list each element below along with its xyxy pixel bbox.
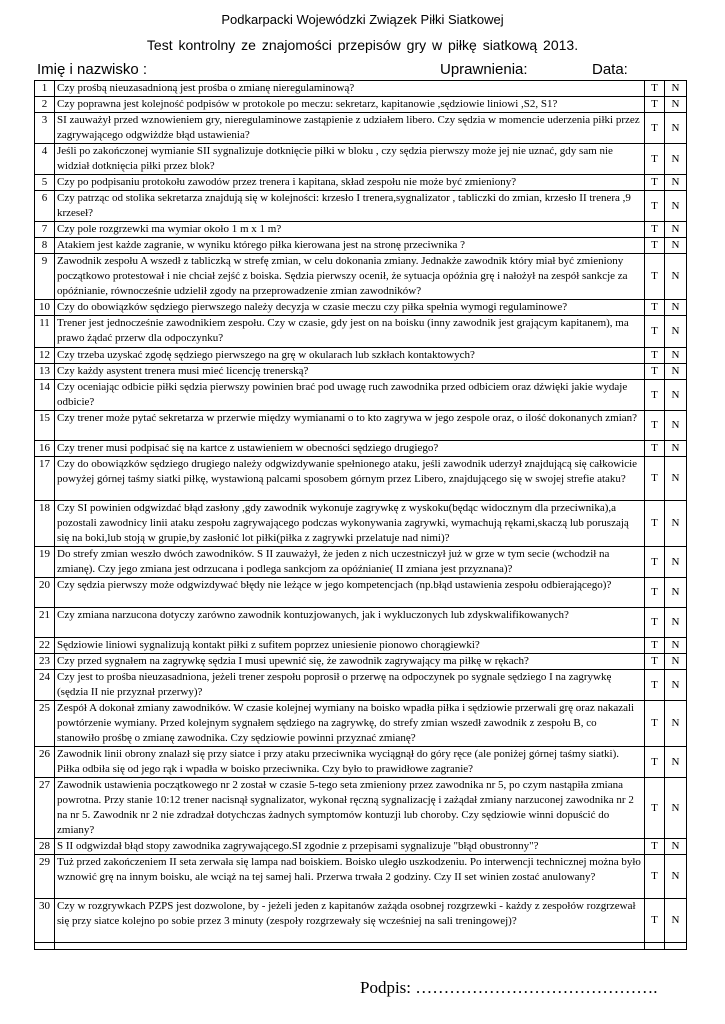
answer-true-option[interactable]: T [645,175,665,191]
answer-true-option[interactable]: T [645,654,665,670]
question-number: 8 [35,238,55,254]
question-row [35,578,687,608]
question-number: 14 [35,380,55,411]
answer-false-option[interactable]: N [665,778,687,839]
question-number: 27 [35,778,55,839]
question-number: 5 [35,175,55,191]
question-number: 23 [35,654,55,670]
question-row [35,144,687,175]
question-text: Czy przed sygnałem na zagrywkę sędzia I musi upewnić się, że zawodnik zagrywający ma piłkę w rękach? [55,654,645,670]
question-row [35,501,687,547]
answer-false-option[interactable]: N [665,191,687,222]
question-text: Czy pole rozgrzewki ma wymiar około 1 m x 1 m? [55,222,645,238]
question-number: 17 [35,457,55,501]
question-text: Czy każdy asystent trenera musi mieć licencję trenerską? [55,364,645,380]
question-text: Czy jest to prośba nieuzasadniona, jeżeli trener zespołu poprosił o przerwę na odpoczynek po sygnale sędziego I na zagrywkę (sędzia II nie przyznał przerwy)? [55,670,645,701]
question-number: 30 [35,899,55,943]
answer-true-option[interactable]: T [645,547,665,578]
question-number: 25 [35,701,55,747]
rights-label: Uprawnienia: [440,61,528,78]
answer-true-option[interactable]: T [645,238,665,254]
question-text: Zawodnik zespołu A wszedł z tabliczką w strefę zmian, w celu dokonania zmiany. Jednakże zawodnik który miał być zmieniony początkowo protestował i nie chciał zejść z boiska. Sędzia pierwszy ocenił, że sytuacja opóźnia grę i nałożył na zespół sankcje za opóźnianie, równocześnie udzielił zgody na przeprowadzenie zmian zawodników? [55,254,645,300]
question-number: 3 [35,113,55,144]
question-row [35,457,687,501]
question-text: Czy patrząc od stolika sekretarza znajdują się w kolejności: krzesło I trenera,sygnalizator , tabliczki do zmian, krzesło II trenera ,9 krzeseł? [55,191,645,222]
answer-false-option[interactable]: N [665,747,687,778]
answer-true-option[interactable]: T [645,670,665,701]
question-text: Czy trener musi podpisać się na kartce z ustawieniem w obecności sędziego drugiego? [55,441,645,457]
answer-true-option[interactable]: T [645,638,665,654]
answer-true-option[interactable]: T [645,380,665,411]
answer-false-option[interactable]: N [665,364,687,380]
answer-true-option[interactable]: T [645,316,665,348]
question-text: Czy do obowiązków sędziego drugiego należy odgwizdywanie spełnionego ataku, jeśli zawodnik uderzył znajdującą się całkowicie powyżej górnej taśmy siatki piłkę, wystawioną palcami sposobem górnym przez Libero, znajdującego się w swojej strefie ataku? [55,457,645,501]
question-text: Czy oceniając odbicie piłki sędzia pierwszy powinien brać pod uwagę ruch zawodnika przed odbiciem oraz dźwięki jakie wydaje odbicie? [55,380,645,411]
answer-true-option[interactable]: T [645,97,665,113]
question-number: 7 [35,222,55,238]
question-text: Czy zmiana narzucona dotyczy zarówno zawodnik kontuzjowanych, jak i wykluczonych lub zdyskwalifikowanych? [55,608,645,638]
question-text: Zespół A dokonał zmiany zawodników. W czasie kolejnej wymiany na boisko wpadła piłka i sędziowie przerwali grę oraz nakazali powtórzenie wymiany. Przed kolejnym sygnałem sędziego na zagrywkę, do strefy zmian wszedł zawodnik z zespołu B, co stanowiło prośbę o zmianę zawodnika. Czy sędziowie powinni przyznać zmianę? [55,701,645,747]
question-row [35,778,687,839]
question-text: Czy po podpisaniu protokołu zawodów przez trenera i kapitana, skład zespołu nie może być zmieniony? [55,175,645,191]
answer-true-option[interactable]: T [645,899,665,943]
answer-false-option[interactable]: N [665,175,687,191]
question-number: 13 [35,364,55,380]
answer-false-option[interactable]: N [665,501,687,547]
question-row [35,113,687,144]
answer-true-option[interactable]: T [645,411,665,441]
question-number: 29 [35,855,55,899]
answer-true-option[interactable]: T [645,81,665,97]
question-text: Tuż przed zakończeniem II seta zerwała się lampa nad boiskiem. Boisko uległo uszkodzeniu. Po interwencji technicznej można było wznowić grę na innym boisku, ale wciąż na tej samej hali. Przerwa trwała 2 godziny. Czy II set winien zostać anulowany? [55,855,645,899]
answer-false-option[interactable]: N [665,670,687,701]
question-row [35,855,687,899]
question-row [35,238,687,254]
question-number: 12 [35,348,55,364]
answer-false-option[interactable]: N [665,578,687,608]
question-text: Do strefy zmian weszło dwóch zawodników. S II zauważył, że jeden z nich uczestniczył już w grze w tym secie (wchodził na zmianę). Czy jego zmiana jest odrzucana i podlega sankcjom za opóźnianie( II zmiana jest przyznana)? [55,547,645,578]
question-row [35,747,687,778]
question-row [35,316,687,348]
question-row [35,701,687,747]
question-text: Sędziowie liniowi sygnalizują kontakt piłki z sufitem poprzez uniesienie pionowo chorągiewki? [55,638,645,654]
name-label: Imię i nazwisko : [37,61,148,78]
answer-false-option[interactable]: N [665,411,687,441]
answer-false-option[interactable]: N [665,701,687,747]
question-number: 1 [35,81,55,97]
question-text: SI zauważył przed wznowieniem gry, nieregulaminowe zastąpienie z udziałem libero. Czy sędzia w momencie uderzenia piłki przez zagrywającego odgwiżdże błąd ustawienia? [55,113,645,144]
answer-false-option[interactable]: N [665,316,687,348]
answer-true-option[interactable]: T [645,578,665,608]
question-number: 18 [35,501,55,547]
answer-false-option[interactable]: N [665,81,687,97]
question-row [35,670,687,701]
question-text: Czy poprawna jest kolejność podpisów w protokole po meczu: sekretarz, kapitanowie ,sędziowie liniowi ,S2, S1? [55,97,645,113]
question-number: 26 [35,747,55,778]
answer-false-option[interactable]: N [665,608,687,638]
answer-true-option[interactable]: T [645,254,665,300]
question-row [35,191,687,222]
answer-false-option[interactable]: N [665,222,687,238]
answer-false-option[interactable]: N [665,547,687,578]
question-row [35,348,687,364]
answer-false-option[interactable]: N [665,839,687,855]
answer-false-option[interactable]: N [665,638,687,654]
empty-cell [55,943,645,950]
question-row [35,547,687,578]
question-number: 22 [35,638,55,654]
signature-label: Podpis: [360,978,412,997]
answer-true-option[interactable]: T [645,348,665,364]
question-number: 11 [35,316,55,348]
question-text: S II odgwizdał błąd stopy zawodnika zagrywającego.SI zgodnie z przepisami sygnalizuje "błąd obustronny"? [55,839,645,855]
question-text: Czy trzeba uzyskać zgodę sędziego pierwszego na grę w okularach lub szkłach kontaktowych? [55,348,645,364]
question-text: Zawodnik linii obrony znalazł się przy siatce i przy ataku przeciwnika wyciągnął do góry ręce (ale poniżej górnej taśmy siatki). Piłka odbiła się od jego rąk i wpadła w boisko przeciwnika. Czy było to prawidłowe zagranie? [55,747,645,778]
answer-false-option[interactable]: N [665,113,687,144]
answer-false-option[interactable]: N [665,300,687,316]
answer-false-option[interactable]: N [665,855,687,899]
question-row [35,175,687,191]
answer-true-option[interactable]: T [645,701,665,747]
question-row [35,899,687,943]
answer-true-option[interactable]: T [645,778,665,839]
question-text: Czy trener może pytać sekretarza w przerwie między wymianami o to kto zagrywa w jego zespole oraz, o ilość dokonanych zmian? [55,411,645,441]
answer-true-option[interactable]: T [645,144,665,175]
answer-false-option[interactable]: N [665,380,687,411]
question-number: 10 [35,300,55,316]
answer-false-option[interactable]: N [665,899,687,943]
question-number: 16 [35,441,55,457]
question-text: Czy SI powinien odgwizdać błąd zasłony ,gdy zawodnik wykonuje zagrywkę z wyskoku(będąc widocznym dla przeciwnika),a pozostali zawodnicy linii ataku zespołu zagrywającego podczas wykonywania zagrywki, wymachują rękami,skaczą lub poruszają się na boki,lub stoją w grupie,by zasłonić lot piłki(piłka z zagrywki przelatuje nad nimi)? [55,501,645,547]
question-number: 21 [35,608,55,638]
answer-false-option[interactable]: N [665,348,687,364]
question-row [35,638,687,654]
question-row [35,97,687,113]
question-number: 20 [35,578,55,608]
question-text: Zawodnik ustawienia początkowego nr 2 został w czasie 5-tego seta zmieniony przez zawodnika nr 5, po czym nastąpiła zmiana powrotna. Przy stanie 10:12 trener nacisnął sygnalizator, wykonał ręczną sygnalizację i zażądał zmiany narzuconej zawodnika nr 2 na nr 5. Zawodnik nr 2 nie zdradzał dotychczas żadnych symptomów kontuzji lub choroby. Czy sędziowie winni dopuścić do zmiany? [55,778,645,839]
answer-true-option[interactable]: T [645,222,665,238]
answer-false-option[interactable]: N [665,457,687,501]
question-text: Trener jest jednocześnie zawodnikiem zespołu. Czy w czasie, gdy jest on na boisku (inny zawodnik jest grającym kapitanem), ma prawo żądać przerw dla odpoczynku? [55,316,645,348]
empty-cell [665,943,687,950]
answer-false-option[interactable]: N [665,441,687,457]
question-row [35,254,687,300]
question-number: 15 [35,411,55,441]
question-number: 2 [35,97,55,113]
answer-true-option[interactable]: T [645,747,665,778]
question-number: 19 [35,547,55,578]
answer-true-option[interactable]: T [645,364,665,380]
answer-true-option[interactable]: T [645,457,665,501]
question-text: Czy sędzia pierwszy może odgwizdywać błędy nie leżące w jego kompetencjach (np.błąd ustawienia zespołu odbierającego)? [55,578,645,608]
question-row [35,380,687,411]
question-row [35,608,687,638]
answer-false-option[interactable]: N [665,97,687,113]
signature-dots: ……………………………………. [415,978,658,997]
question-text: Czy w rozgrywkach PZPS jest dozwolone, by - jeżeli jeden z kapitanów zażąda osobnej rozgrzewki - każdy z zespołów rozgrzewał się przy siatce kolejno po sobie przez 3 minuty (zespoły rozgrzewały się wcześniej na sali treningowej)? [55,899,645,943]
question-row [35,81,687,97]
question-row [35,300,687,316]
question-row [35,411,687,441]
answer-false-option[interactable]: N [665,254,687,300]
question-row [35,222,687,238]
date-label: Data: [592,61,628,78]
question-number: 6 [35,191,55,222]
question-text: Czy prośbą nieuzasadnioną jest prośba o zmianę nieregulaminową? [55,81,645,97]
question-text: Atakiem jest każde zagranie, w wyniku którego piłka kierowana jest na stronę przeciwnika ? [55,238,645,254]
answer-true-option[interactable]: T [645,839,665,855]
question-number: 4 [35,144,55,175]
question-row [35,364,687,380]
question-text: Czy do obowiązków sędziego pierwszego należy decyzja w czasie meczu czy piłka spełnia wymogi regulaminowe? [55,300,645,316]
answer-true-option[interactable]: T [645,191,665,222]
answer-false-option[interactable]: N [665,238,687,254]
question-text: Jeśli po zakończonej wymianie SII sygnalizuje dotknięcie piłki w bloku , czy sędzia pierwszy może jej nie uznać, gdy sam nie widział dotknięcia piłki przez blok? [55,144,645,175]
answer-true-option[interactable]: T [645,113,665,144]
empty-row [35,943,687,950]
question-number: 24 [35,670,55,701]
answer-true-option[interactable]: T [645,501,665,547]
signature-line [360,978,658,998]
question-row [35,654,687,670]
organization-name: Podkarpacki Wojewódzki Związek Piłki Siatkowej [221,12,504,27]
answer-true-option[interactable]: T [645,441,665,457]
question-number: 9 [35,254,55,300]
answer-false-option[interactable]: N [665,654,687,670]
answer-false-option[interactable]: N [665,144,687,175]
answer-true-option[interactable]: T [645,855,665,899]
question-row [35,839,687,855]
questions-table [34,80,687,950]
question-number: 28 [35,839,55,855]
empty-cell [645,943,665,950]
empty-cell [35,943,55,950]
test-title: Test kontrolny ze znajomości przepisów gry w piłkę siatkową 2013. [146,37,579,53]
question-row [35,441,687,457]
answer-true-option[interactable]: T [645,300,665,316]
answer-true-option[interactable]: T [645,608,665,638]
